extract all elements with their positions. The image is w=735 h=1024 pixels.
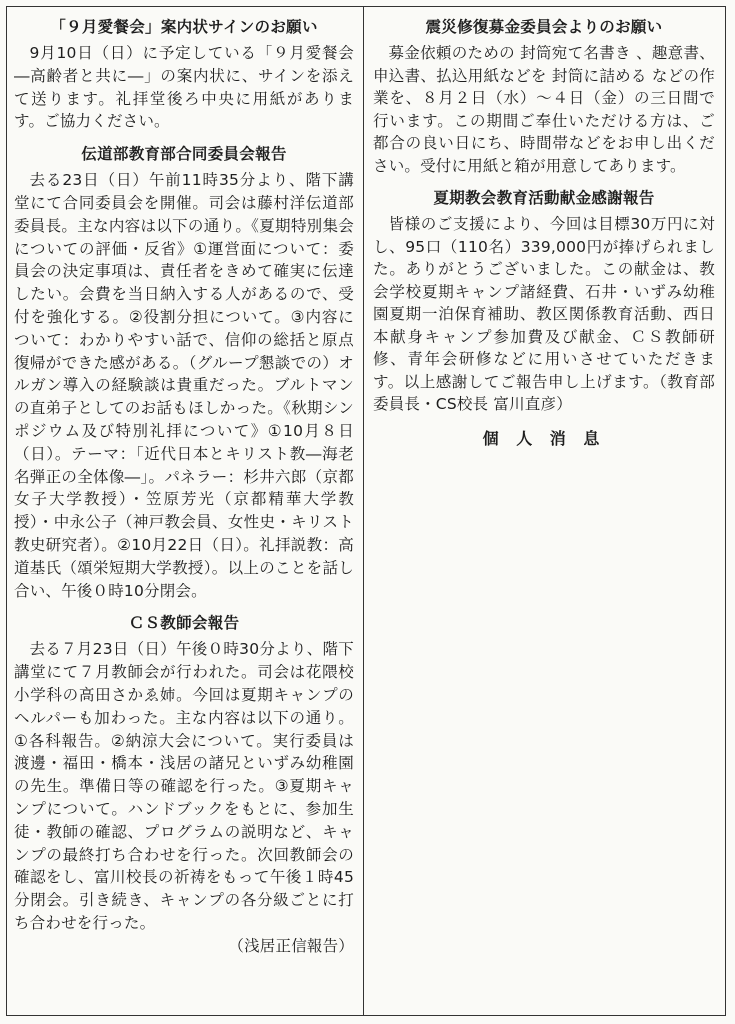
column-divider [363, 6, 364, 1016]
article-offering-thanks-report [373, 187, 715, 416]
reporter-signature: （浅居正信報告） [228, 936, 354, 955]
article-earthquake-fund-request [373, 16, 715, 177]
article-cs-teachers-report [14, 612, 354, 957]
article-title: 夏期教会教育活動献金感謝報告 [433, 189, 655, 207]
article-body: 皆様のご支援により、今回は目標30万円に対し、95口（110名）339,000円が捧げられました。ありがとうございました。この献金は、教会学校夏期キャンプ諸経費、石井・いずみ幼稚園夏期一泊保育補助、教区関係教育活動、西日本献身キャンプ参加費及び献金、ＣＳ教師研修、青年会研修などに用いさせていただきます。以上感謝してご報告申し上げます。（教育部委員長・CS校長 富川直彦） [373, 215, 715, 413]
left-column [14, 16, 354, 967]
article-title: 「９月愛餐会」案内状サインのお願い [50, 18, 318, 36]
article-body [14, 638, 354, 957]
article-body: 9月10日（日）に予定している「９月愛餐会―高齢者と共に―」の案内状に、サインを添えて送ります。礼拝堂後ろ中央に用紙があります。ご協力ください。 [14, 44, 354, 131]
article-title: ＣＳ教師会報告 [128, 614, 240, 633]
article-text: 去る７月23日（日）午後０時30分より、階下講堂にて７月教師会が行われた。司会は花隈校小学科の高田さかゑ姉。今回は夏期キャンプのヘルパーも加わった。主な内容は以下の通り。①各科報告。②納涼大会について。実行委員は渡邊・福田・橋本・浅居の諸兄といずみ幼稚園の先生。準備日等の確認を行った。③夏期キャンプについて。ハンドブックをもとに、参加生徒・教師の確認、プログラムの説明など、キャンプの最終打ち合わせを行った。次回教師会の確認をし、富川校長の祈祷をもって午後１時45分閉会。引き続き、キャンプの各分級ごとに打ち合わせを行った。 [14, 640, 354, 932]
article-september-agape-meal [14, 16, 354, 133]
article-title: 伝道部教育部合同委員会報告 [81, 145, 287, 164]
article-personal-news [373, 426, 715, 449]
article-body: 去る23日（日）午前11時35分より、階下講堂にて合同委員会を開催。司会は藤村洋伝道部委員長。主な内容は以下の通り。《夏期特別集会についての評価・反省》①運営面について：委員会の決定事項は、責任者をきめて確実に伝達したい。会費を当日納入する人があるので、受付を強化する。②役割分担について。③内容について：わかりやすい話で、信仰の総括と原点復帰ができた感がある。（グループ懇談での）オルガン導入の経験談は貴重だった。ブルトマンの直弟子としてのお話もほしかった。《秋期シンポジウム及び特別礼拝について》①10月８日（日）。テーマ：「近代日本とキリスト教―海老名弾正の全体像―」。パネラー：杉井六郎（京都女子大学教授）・笠原芳光（京都精華大学教授）・中永公子（神戸教会員、女性史・キリスト教史研究者）。②10月22日（日）。礼拝説教：高道基氏（頌栄短期大学教授）。以上のことを話し合い、午後０時10分閉会。 [14, 171, 354, 600]
article-title: 個 人 消 息 [482, 428, 606, 448]
right-column [373, 16, 715, 459]
article-title: 震災修復募金委員会よりのお願い [425, 18, 663, 36]
article-body: 募金依頼のための 封筒宛て名書き 、趣意書、申込書、払込用紙などを 封筒に詰める などの作業を、８月２日（水）～４日（金）の三日間で行います。この期間ご奉仕いただける方は、ご都合の良い日にち、時間帯などをお申し出ください。受付に用紙と箱が用意してあります。 [373, 44, 715, 175]
article-joint-committee-report [14, 143, 354, 602]
